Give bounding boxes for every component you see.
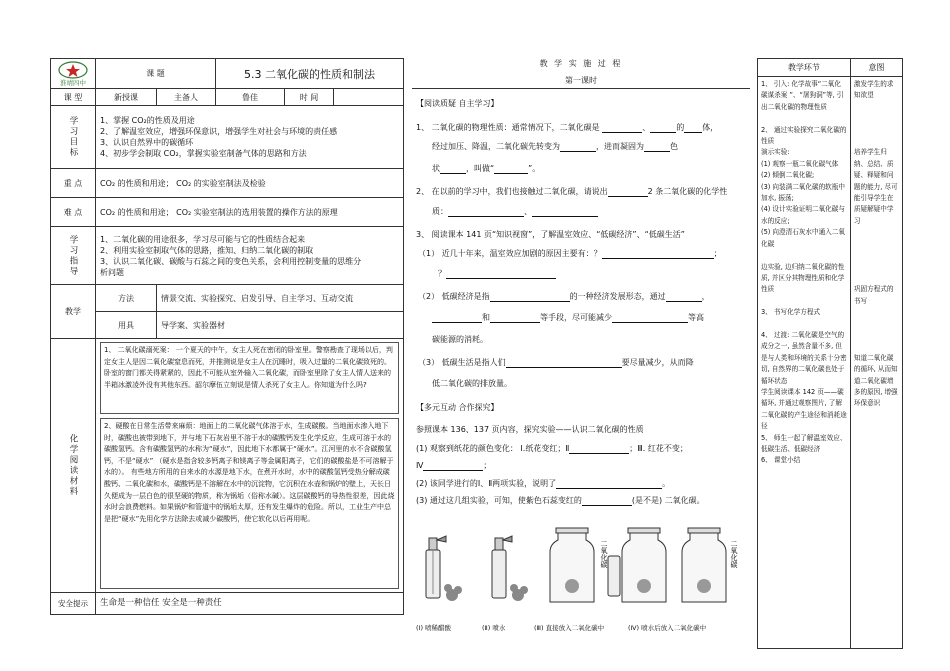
- method-text: 情景交流、实验探究、启发引导、自主学习、互动交流: [157, 285, 404, 312]
- q3-2-text-b2: 和: [482, 313, 490, 322]
- q3-1-text-b: ；: [713, 249, 722, 258]
- goals-label-cell: [51, 106, 96, 169]
- q3-2-text-b4: 等高: [688, 313, 704, 322]
- q1-blank-4[interactable]: [560, 142, 596, 152]
- key-label: 重 点: [51, 169, 96, 198]
- guide-1: 1、二氧化碳的用途很多，学习尽可能与它的性质结合起来: [100, 234, 306, 244]
- q1-text-c2: ，叫做“: [466, 164, 495, 173]
- gas-jar-3-icon: [682, 528, 726, 602]
- gas-jar-1-icon: [550, 528, 594, 602]
- diff-label: 难 点: [51, 198, 96, 227]
- goals-label: 学习目标: [68, 116, 78, 158]
- goal-3: 3、认识自然界中的碳循环: [100, 138, 194, 147]
- exp-title: 参照课本 136、137 页内容，探究实验——认识二氧化碳的性质: [416, 425, 644, 434]
- q1-blank-3[interactable]: [684, 123, 702, 133]
- key-text: CO₂ 的性质和用途； CO₂ 的实验室制法及检验: [96, 169, 404, 198]
- q3-2-blank-1[interactable]: [490, 292, 570, 302]
- exp3-text-b: (是不是) 二氧化碳。: [631, 496, 705, 505]
- q3-1-blank-2[interactable]: [446, 269, 556, 279]
- middle-panel: [412, 58, 750, 658]
- right-col1-header: 教学环节: [758, 59, 851, 77]
- q3-2-text-a2: 的一种经济发展形态，通过: [569, 292, 666, 301]
- q2-blank-1[interactable]: [608, 187, 648, 197]
- reading-label-cell: [51, 339, 96, 593]
- reading-1: 1、 二氧化碳溺死案： 一个夏天的中午，女主人死在密闭的卧室里。警察勘查了现场以后，判定女主人是因二氧化碳窒息而死，并推测说是女主人在沉睡时，吸入过量的二氧化碳致死的。卧室的窗门都关得紧紧的，因此不可能从室外输入二氧化碳，而卧室里除了女主人情人送来的半箱冰激凌外没有其他东西。韶尔摩伍立刻说是情人杀死了女主人。你知道为什么吗?: [100, 342, 399, 414]
- spray-bottle-1-icon: [426, 536, 446, 598]
- topic-title: 5.3 二氧化碳的性质和制法: [216, 59, 404, 89]
- exp2-text-b: 。: [662, 479, 671, 488]
- q2-blank-3[interactable]: [532, 207, 598, 217]
- time-value: [334, 89, 404, 106]
- q1-sep: 、: [642, 123, 651, 132]
- goals-cell: [96, 106, 404, 169]
- goal-1: 1、掌握 CO₂的性质及用途: [100, 116, 195, 125]
- q3-1-text-c: ？: [438, 269, 446, 278]
- topic-label: 课 题: [96, 59, 216, 89]
- guide-3: 3、认识二氧化碳、碳酸与石蕊之间的变色关系，会利用控制变量的思维分: [100, 256, 362, 266]
- guide-2: 2、利用实验室制取气体的思路，推知、归纳二氧化碳的制取: [100, 245, 314, 255]
- left-panel: [50, 58, 404, 615]
- q1-blank-1[interactable]: [602, 123, 642, 133]
- exp3-blank[interactable]: [582, 496, 632, 506]
- guide-4: 析问题: [100, 267, 124, 277]
- exp1-text: (1) 观察到纸花的颜色变化： Ⅰ.纸花变红；Ⅱ: [416, 444, 570, 453]
- exp1-text-c: Ⅳ: [416, 461, 424, 470]
- q1-de: 的: [676, 123, 685, 132]
- q1-blank-7[interactable]: [494, 164, 528, 174]
- safety-text: 生命是一种信任 安全是一种责任: [96, 593, 404, 615]
- q3-1-blank-1[interactable]: [602, 249, 714, 259]
- jar-label-2: 二氧化碳: [730, 540, 738, 568]
- jar-label-1: 二氧化碳: [600, 540, 608, 568]
- section-2-title: 【多元互动 合作探究】: [416, 403, 499, 412]
- q1-ti: 体，: [702, 123, 719, 132]
- teach-label: 教学: [51, 285, 96, 339]
- goal-4: 4、初步学会制取 CO₂，掌握实验室制备气体的思路和方法: [100, 149, 307, 158]
- guide-label-cell: [51, 227, 96, 285]
- q3-2-blank-3[interactable]: [432, 313, 482, 323]
- q1-blank-5[interactable]: [644, 142, 670, 152]
- exp2-text: (2) 该同学进行的Ⅰ、Ⅱ两项实验，说明了: [416, 479, 557, 488]
- right-panel: [757, 58, 903, 649]
- q1-blank-6[interactable]: [440, 164, 466, 174]
- q3-2-text-c: 碳能源的消耗。: [432, 335, 488, 344]
- q2-blank-2[interactable]: [448, 207, 524, 217]
- exp1-text-b: ；Ⅲ. 红花不变；: [629, 444, 688, 453]
- guide-cell: [96, 227, 404, 285]
- guide-label: 学习指导: [68, 234, 78, 277]
- exp1-text-d: ；: [483, 461, 492, 470]
- q1-text-c3: ”。: [528, 164, 541, 173]
- tool-label: 用具: [96, 312, 157, 339]
- q1-text-b2: ，进而凝固为: [596, 142, 644, 151]
- q1-text-b: 经过加压、降温，二氧化碳先转变为: [432, 142, 560, 151]
- q3-1-text: （1） 近几十年来，温室效应加剧的原因主要有：？: [418, 249, 602, 258]
- figure-caption-3: (Ⅲ) 直接放入二氧化碳中: [534, 624, 605, 632]
- reading-2: 2、硬酸在日常生活带来麻烦：地面上的二氧化碳气体溶于水，生成碳酸。当地面水渗入地下时，碳酸也被带到地下，并与地下石灰岩里不溶于水的碳酸钙发生化学反应，生成可溶于水的碳酸氢钙。含有碳酸氢钙的水称为“硬水”，因此地下水都属于“硬水”。江河里的水不含碳酸氢钙，不是“硬水” （硬水是指含较多钙离子和镁离子等金属阳离子，它们的碳酸盐是不可溶解于水的）。 有些地方所用的自来水的水源是地下水，在煮开水时，水中的碳酸氢钙受热分解成碳酸钙、二氧化碳和水，碳酸钙是不溶解在水中的沉淀物，它沉积在水壶和锅炉的壁上，天长日久便成为一层白色的很坚硬的物质，称为锅垢（俗称水碱）。这层碳酸钙的导热性很差，因此烧水时会浪费燃料。如果锅炉和管道中的锅垢太厚，还有发生爆炸的危险。所以，工业生产中总是把“硬水”先用化学方法除去或减少碳酸钙，使它软化以后再用呢。: [100, 418, 399, 589]
- right-col2-header: 意图: [850, 59, 902, 77]
- q2-text-a2: 2 条二氧化碳的化学性: [647, 187, 728, 196]
- q2-text-b: 质：: [432, 207, 448, 216]
- exp1-blank-1[interactable]: [569, 444, 629, 454]
- figure-caption-2: (Ⅱ) 喷水: [482, 624, 506, 632]
- reading-cell: [96, 339, 404, 593]
- q1-blank-2[interactable]: [650, 123, 676, 133]
- logo-cell: [51, 59, 96, 89]
- preparer-value: 鲁佳: [216, 89, 285, 106]
- q3-3-text-a2: 要尽量减少，从而降: [621, 358, 694, 367]
- q1-text-a: 1、 二氧化碳的物理性质：通常情况下，二氧化碳是: [416, 123, 600, 132]
- exp3-text: (3) 通过这几组实验，可知，使紫色石蕊变红的: [416, 496, 582, 505]
- flower-2-icon: [510, 584, 528, 601]
- section-1-title: 【阅读质疑 自主学习】: [416, 99, 499, 108]
- q3-2-text-a3: ，: [701, 292, 710, 301]
- type-label: 课 型: [51, 89, 96, 106]
- q3-2-blank-4[interactable]: [490, 313, 540, 323]
- q2-text-a: 2、 在以前的学习中，我们也接触过二氧化碳，请说出: [416, 187, 608, 196]
- q3-text: 3、 阅读课本 141 页“知识视窗”，了解温室效应、“低碳经济”、“低碳生活”: [416, 230, 685, 239]
- flower-1-icon: [444, 584, 462, 601]
- q1-text-b3: 色: [670, 142, 678, 151]
- q3-3-text-b: 低二氧化碳的排放量。: [432, 379, 512, 388]
- q3-2-text-b3: 等手段，尽可能减少: [540, 313, 612, 322]
- time-label: 时 间: [285, 89, 334, 106]
- reading-label: 化学阅读材料: [68, 434, 78, 497]
- school-logo-icon: [51, 60, 95, 80]
- teaching-intent: 激发学生的求知欲望 培养学生归纳、总结、质疑、释疑和问题的能力, 尽可能引导学生在质疑解疑中学习 巩固方程式的书写 知道二氧化碳的循环, 从而知道二氧化碳增多的原因, 增强环保意识: [850, 77, 902, 649]
- goal-2: 2、了解温室效应，增强环保意识，增强学生对社会与环境的责任感: [100, 127, 338, 136]
- logo-text: 淮靖四中: [60, 78, 86, 87]
- gas-jar-2-icon: [608, 528, 666, 602]
- spray-bottle-2-icon: [492, 536, 512, 598]
- experiment-figure: [412, 520, 750, 622]
- exp1-blank-2[interactable]: [423, 461, 483, 471]
- figure-caption-4: (Ⅳ) 喷水后放入二氧化碳中: [628, 624, 707, 632]
- safety-label: 安全提示: [51, 593, 96, 615]
- lesson-label: 第一课时: [565, 76, 597, 85]
- tool-text: 导学案、实验器材: [157, 312, 404, 339]
- exp2-blank[interactable]: [556, 479, 662, 489]
- q3-2-blank-2[interactable]: [666, 292, 702, 302]
- teaching-steps: 1、 引入: 化学故事“二氧化碳谋杀案 ”、“屠狗洞”等, 引出二氧化碳的物理性质 2、 通过实验探究二氧化碳的性质 演示实验: (1) 观察一瓶二氧化碳气体 (2) 倾倒二氧化碳; (3) 向装满二氧化碳的软瓶中加水, 振荡; (4) 设计实验证明二氧化碳与水的反应; (5) 向澄清石灰水中通入二氧化碳 边实验, 边归纳二氧化碳的性质, 并区分其物理性质和化学性质 3、 书写化学方程式 4、 过渡: 二氧化碳是空气的成分之一, 虽然含量不多, 但是与人类和环境的关系十分密切, 自然界的二氧化碳也处于循环状态 学生阅读课本 142 页——碳循环, 并通过观察图片, 了解二氧化碳的产生途径和消耗途径 5、 师生一起了解温室效应、低碳生活、低碳经济 6、 课堂小结: [758, 77, 851, 649]
- q3-3-blank-1[interactable]: [506, 358, 622, 368]
- diff-text: CO₂ 的性质和用途； CO₂ 实验室制法的选用装置的操作方法的原理: [96, 198, 404, 227]
- preparer-label: 主备人: [157, 89, 216, 106]
- middle-header: 教 学 实 施 过 程: [539, 59, 623, 68]
- type-value: 新授课: [96, 89, 157, 106]
- figure-caption-1: (Ⅰ) 喷稀醋酸: [416, 624, 452, 632]
- q3-2-text-a: （2） 低碳经济是指: [418, 292, 490, 301]
- q1-text-c: 状: [432, 164, 440, 173]
- q3-3-text-a: （3） 低碳生活是指人们: [418, 358, 506, 367]
- q3-2-blank-5[interactable]: [612, 313, 688, 323]
- q2-text-b2: 、: [524, 207, 532, 216]
- method-label: 方法: [96, 285, 157, 312]
